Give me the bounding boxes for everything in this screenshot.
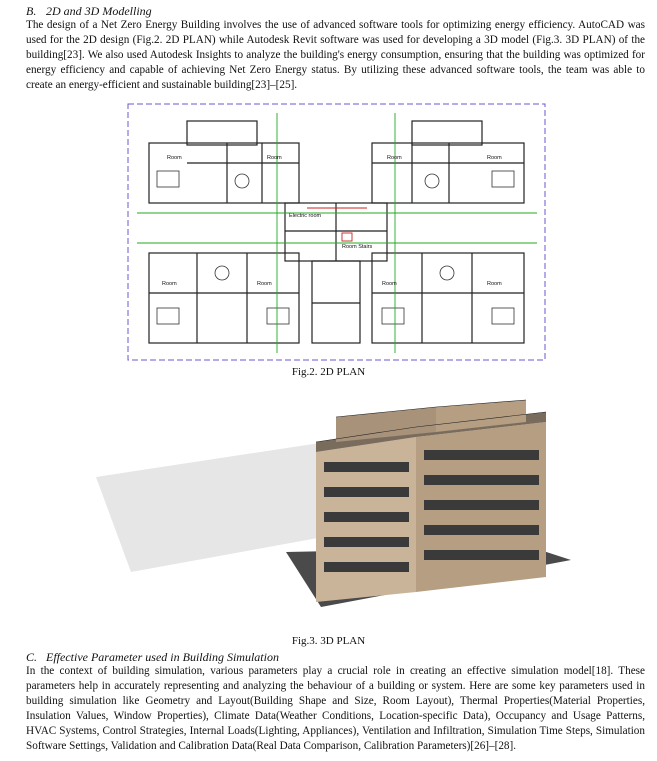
plan-room-label: Room <box>387 155 402 161</box>
section-b-heading <box>26 4 152 18</box>
plan-room-label: Room <box>162 281 177 287</box>
figure-2d-plan <box>127 103 546 361</box>
section-b-paragraph: The design of a Net Zero Energy Building involves the use of advanced software tools for optimizing energy efficiency. AutoCAD was used for the 2D design (Fig.2. 2D PLAN) while Autodesk Revit software was used for developing a 3D model (Fig.3. 3D PLAN) of the building[23]. We also used Autodesk Insights to analyze the building's energy consumption, ensuring that the building was optimized for energy efficiency and capable of achieving Net Zero Energy status. By utilizing these advanced software tools, the team was able to create an energy-efficient and sustainable building[23]–[25]. <box>26 19 645 91</box>
plan-room-label: Room <box>382 281 397 287</box>
section-b-title: 2D and 3D Modelling <box>46 4 152 18</box>
section-c-heading <box>26 650 279 664</box>
plan-electric-room-label: Electric room <box>289 213 322 219</box>
plan-room-label: Room <box>167 155 182 161</box>
figure-3d-model <box>86 382 594 622</box>
section-c-title: Effective Parameter used in Building Simulation <box>46 650 279 664</box>
figure-2-caption: Fig.2. 2D PLAN <box>291 366 366 378</box>
plan-room-label: Room <box>487 155 502 161</box>
plan-stairs-label: Room Stairs <box>342 244 373 250</box>
section-c-number: C. <box>26 650 38 664</box>
plan-room-label: Room <box>257 281 272 287</box>
figure-3-caption: Fig.3. 3D PLAN <box>291 635 366 647</box>
plan-room-label: Room <box>487 281 502 287</box>
section-c-paragraph: In the context of building simulation, various parameters play a crucial role in creating an effective simulation model[18]. These parameters help in accurately representing and analyzing the behaviour of a building or system. Here are some key parameters used in building simulation like Geometry and Layout(Building Shape and Size, Room Layout), Thermal Properties(Material Properties, Insulation Values, Window Properties), Climate Data(Weather Conditions, Location-specific Data), Occupancy and Usage Patterns, HVAC Systems, Control Strategies, Internal Loads(Lighting, Appliances), Ventilation and Infiltration, Simulation Time Steps, Simulation Software Settings, Validation and Calibration Data(Real Data Comparison, Calibration Parameters)[26]–[28]. <box>26 665 645 752</box>
plan-room-label: Room <box>267 155 282 161</box>
section-b-number: B. <box>26 4 37 18</box>
